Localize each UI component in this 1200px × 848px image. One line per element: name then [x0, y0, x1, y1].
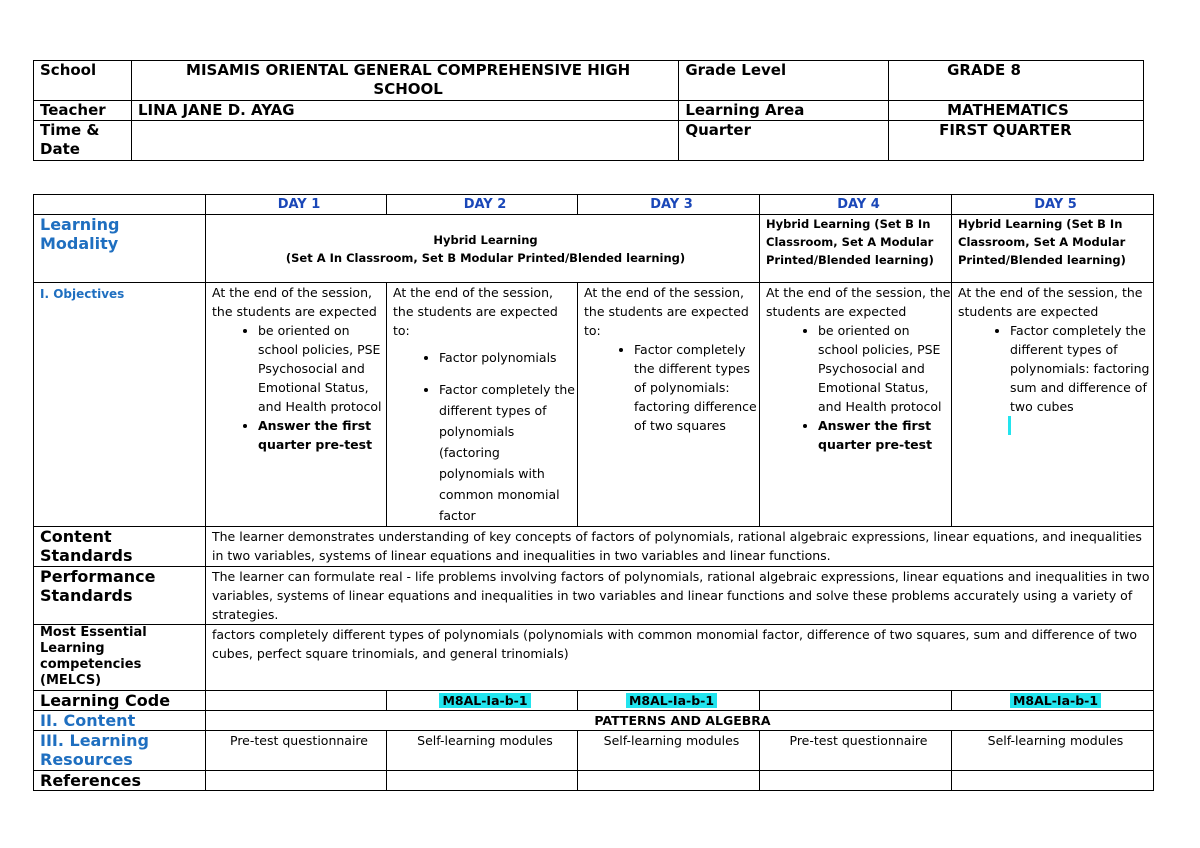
- performance-standards-row: [34, 567, 1154, 625]
- text-cursor: [1008, 416, 1011, 435]
- objectives-day-2-item-1: • Factor polynomials: [439, 348, 577, 367]
- performance-standards-label-line1: Performance: [40, 567, 156, 586]
- dll-table: [33, 194, 1154, 791]
- objectives-day-4: [760, 283, 952, 527]
- modality-day-4: [760, 215, 952, 283]
- resources-day-1: Pre-test questionnaire: [206, 731, 387, 771]
- performance-standards-label-line2: Standards: [40, 586, 133, 605]
- time-label-line2: Date: [40, 140, 80, 158]
- objectives-row: [34, 283, 1154, 527]
- learning-code-row: [34, 691, 1154, 711]
- references-row: [34, 771, 1154, 791]
- objectives-day-4-pretest: • Answer the first quarter pre-test: [818, 416, 951, 454]
- objectives-day-1-intro: At the end of the session, the students are expected: [212, 285, 377, 319]
- modality-days-1-3: [206, 215, 760, 283]
- modality-day-5-line3: Printed/Blended learning): [958, 253, 1126, 267]
- resources-row: [34, 731, 1154, 771]
- content-text: PATTERNS AND ALGEBRA: [206, 711, 1154, 731]
- resources-day-5: Self-learning modules: [952, 731, 1154, 771]
- objectives-day-2-list: [393, 348, 577, 526]
- learning-code-day-2: [387, 691, 578, 711]
- melcs-label-line4: (MELCS): [40, 673, 102, 688]
- objectives-day-5: [952, 283, 1154, 527]
- objectives-day-3-list: [584, 340, 759, 435]
- grade-value: GRADE 8: [889, 61, 1144, 101]
- objectives-day-5-intro: At the end of the session, the students are expected: [958, 285, 1143, 319]
- resources-label: [34, 731, 206, 771]
- header-table: [33, 60, 1144, 161]
- modality-day-4-line1: Hybrid Learning (Set B In: [766, 217, 931, 231]
- learning-code-day-1: [206, 691, 387, 711]
- melcs-label-line1: Most Essential: [40, 625, 147, 640]
- learning-code-day-5-value: M8AL-Ia-b-1: [1010, 693, 1101, 708]
- modality-row: [34, 215, 1154, 283]
- modality-label-line2: Modality: [40, 234, 119, 253]
- quarter-value: FIRST QUARTER: [889, 121, 1144, 161]
- content-standards-label: [34, 527, 206, 567]
- references-day-4: [760, 771, 952, 791]
- teacher-value: LINA JANE D. AYAG: [131, 101, 678, 121]
- area-value: MATHEMATICS: [889, 101, 1144, 121]
- modality-day-4-line2: Classroom, Set A Modular: [766, 235, 934, 249]
- content-standards-label-line2: Standards: [40, 546, 133, 565]
- objectives-day-3-item: • Factor completely the different types of polynomials: factoring difference of two squares: [634, 340, 759, 435]
- melcs-label: [34, 625, 206, 691]
- objectives-day-3-intro: At the end of the session, the students are expected to:: [584, 285, 749, 338]
- melcs-label-line2: Learning: [40, 641, 105, 656]
- school-value-line2: SCHOOL: [373, 80, 443, 98]
- day-2-header: DAY 2: [387, 195, 578, 215]
- learning-code-day-2-value: M8AL-Ia-b-1: [439, 693, 530, 708]
- objectives-day-5-item: • Factor completely the different types of polynomials: factoring sum and difference of two cubes: [1010, 321, 1153, 416]
- references-day-5: [952, 771, 1154, 791]
- resources-label-line1: III. Learning: [40, 731, 149, 750]
- learning-code-day-5: [952, 691, 1154, 711]
- performance-standards-text: The learner can formulate real - life problems involving factors of polynomials, rational algebraic expressions, linear equations and inequalities in two variables, systems of linear equations and inequalities in two variables and linear functions and solve these problems accurately using a variety of strategies.: [206, 567, 1154, 625]
- resources-day-2: Self-learning modules: [387, 731, 578, 771]
- day-1-header: DAY 1: [206, 195, 387, 215]
- references-day-1: [206, 771, 387, 791]
- school-label: School: [34, 61, 132, 101]
- day-4-header: DAY 4: [760, 195, 952, 215]
- content-row: [34, 711, 1154, 731]
- objectives-label: I. Objectives: [34, 283, 206, 527]
- teacher-label: Teacher: [34, 101, 132, 121]
- resources-day-3: Self-learning modules: [578, 731, 760, 771]
- objectives-day-1: [206, 283, 387, 527]
- melcs-label-line3: competencies: [40, 657, 142, 672]
- time-value: [131, 121, 678, 161]
- modality-label: [34, 215, 206, 283]
- performance-standards-label: [34, 567, 206, 625]
- day-header-row: [34, 195, 1154, 215]
- modality-day-5-line2: Classroom, Set A Modular: [958, 235, 1126, 249]
- objectives-day-2-intro: At the end of the session, the students are expected to:: [393, 285, 558, 338]
- modality-day-5-line1: Hybrid Learning (Set B In: [958, 217, 1123, 231]
- resources-label-line2: Resources: [40, 750, 133, 769]
- objectives-day-5-list: [958, 321, 1153, 416]
- melcs-row: [34, 625, 1154, 691]
- objectives-day-4-item: • be oriented on school policies, PSE Psychosocial and Emotional Status, and Health protocol: [818, 321, 951, 416]
- time-label: [34, 121, 132, 161]
- modality-day-4-line3: Printed/Blended learning): [766, 253, 934, 267]
- objectives-day-4-intro: At the end of the session, the students are expected: [766, 285, 951, 319]
- modality-day-5: [952, 215, 1154, 283]
- grade-label: Grade Level: [679, 61, 889, 101]
- area-label: Learning Area: [679, 101, 889, 121]
- day-3-header: DAY 3: [578, 195, 760, 215]
- learning-code-day-3-value: M8AL-Ia-b-1: [626, 693, 717, 708]
- objectives-day-1-pretest: • Answer the first quarter pre-test: [258, 416, 386, 454]
- objectives-day-1-item: • be oriented on school policies, PSE Psychosocial and Emotional Status, and Health protocol: [258, 321, 386, 416]
- time-label-line1: Time &: [40, 121, 100, 139]
- content-standards-label-line1: Content: [40, 527, 112, 546]
- modality-days-1-3-line1: Hybrid Learning: [433, 232, 538, 247]
- modality-label-line1: Learning: [40, 215, 120, 234]
- learning-code-label: Learning Code: [34, 691, 206, 711]
- objectives-day-3: [578, 283, 760, 527]
- references-label: References: [34, 771, 206, 791]
- school-value: [131, 61, 678, 101]
- objectives-day-2-item-2: • Factor completely the different types of polynomials (factoring polynomials with common monomial factor: [439, 379, 577, 526]
- content-standards-row: [34, 527, 1154, 567]
- learning-code-day-4: [760, 691, 952, 711]
- objectives-day-1-list: [212, 321, 386, 454]
- objectives-day-2: [387, 283, 578, 527]
- objectives-day-4-list: [766, 321, 951, 454]
- content-standards-text: The learner demonstrates understanding of key concepts of factors of polynomials, rational algebraic expressions, linear equations, and inequalities in two variables, systems of linear equations and inequalities in two variables and linear functions.: [206, 527, 1154, 567]
- school-value-line1: MISAMIS ORIENTAL GENERAL COMPREHENSIVE HIGH: [186, 61, 631, 79]
- resources-day-4: Pre-test questionnaire: [760, 731, 952, 771]
- content-label: II. Content: [34, 711, 206, 731]
- corner-cell: [34, 195, 206, 215]
- day-5-header: DAY 5: [952, 195, 1154, 215]
- quarter-label: Quarter: [679, 121, 889, 161]
- melcs-text: factors completely different types of polynomials (polynomials with common monomial factor, difference of two squares, sum and difference of two cubes, perfect square trinomials, and general trinomials): [206, 625, 1154, 691]
- references-day-3: [578, 771, 760, 791]
- learning-code-day-3: [578, 691, 760, 711]
- modality-days-1-3-line2: (Set A In Classroom, Set B Modular Printed/Blended learning): [285, 250, 686, 265]
- references-day-2: [387, 771, 578, 791]
